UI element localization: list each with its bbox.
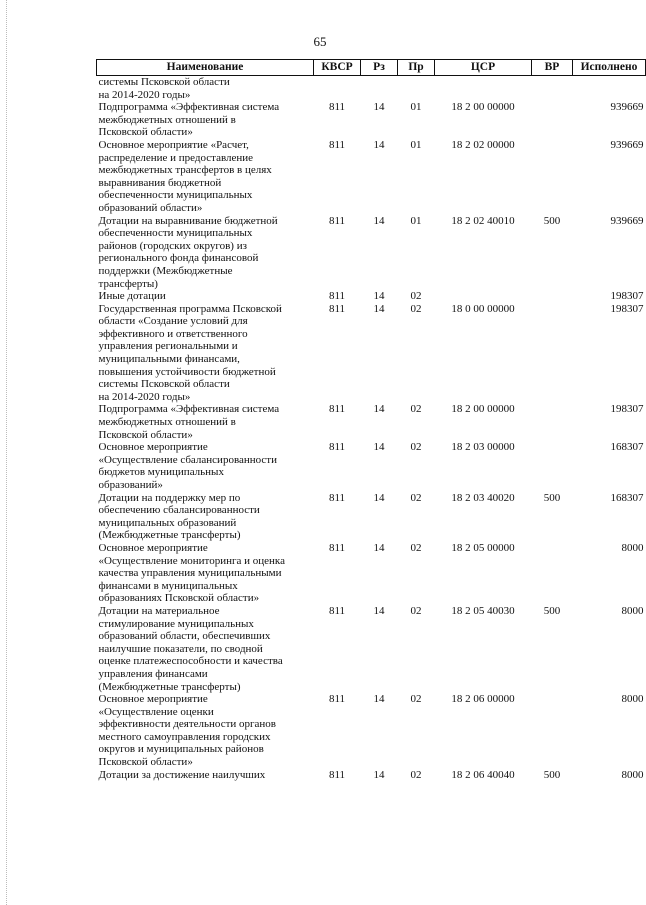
cell-name: Дотации на выравнивание бюджетной обеспеченности муниципальных районов (городских округов) из регионального фонда финансовой поддержки (Межбюджетные трансферты) (98, 214, 278, 290)
header-rz: Рз (361, 60, 398, 76)
table-row (97, 76, 646, 102)
cell-ispolneno: 198307 (610, 302, 644, 315)
table-row (97, 215, 646, 291)
cell-ispolneno: 939669 (610, 214, 644, 227)
cell-csr: 18 2 00 00000 (451, 101, 515, 114)
cell-rz: 14 (373, 604, 385, 617)
cell-vr: 500 (543, 604, 561, 617)
cell-pr: 02 (410, 441, 422, 454)
cell-csr: 18 0 00 00000 (451, 302, 515, 315)
cell-name: Иные дотации (98, 290, 166, 303)
cell-vr (532, 290, 573, 303)
cell-name: Основное мероприятие «Расчет, распределение и предоставление межбюджетных трансфертов в целях выравнивания бюджетной обеспеченности муниципальных образований области» (98, 138, 272, 214)
cell-kvsr: 811 (328, 604, 346, 617)
cell-rz: 14 (373, 101, 385, 114)
cell-pr (398, 76, 435, 102)
cell-kvsr: 811 (328, 693, 346, 706)
cell-csr: 18 2 06 40040 (451, 768, 515, 781)
cell-kvsr: 811 (328, 138, 346, 151)
cell-rz: 14 (373, 441, 385, 454)
cell-vr (532, 542, 573, 605)
cell-name: Основное мероприятие «Осуществление мониторинга и оценка качества управления муниципальными финансами в муниципальных образованиях Псковской области» (98, 541, 285, 605)
table-row (97, 542, 646, 605)
cell-name: Подпрограмма «Эффективная система межбюджетных отношений в Псковской области» (98, 101, 280, 139)
budget-table (96, 59, 646, 781)
cell-ispolneno (573, 76, 646, 102)
cell-vr (532, 303, 573, 404)
cell-vr: 500 (543, 214, 561, 227)
cell-csr: 18 2 06 00000 (451, 693, 515, 706)
cell-vr (532, 403, 573, 441)
cell-rz: 14 (373, 214, 385, 227)
cell-pr: 02 (410, 541, 422, 554)
cell-ispolneno: 939669 (610, 138, 644, 151)
cell-kvsr: 811 (328, 768, 346, 781)
cell-rz: 14 (373, 403, 385, 416)
header-name: Наименование (97, 60, 314, 76)
cell-kvsr: 811 (328, 214, 346, 227)
cell-name: Дотации за достижение наилучших (98, 768, 266, 781)
table-header-row (97, 60, 646, 76)
header-csr: ЦСР (435, 60, 532, 76)
table-row (97, 492, 646, 542)
table-row (97, 303, 646, 404)
cell-csr: 18 2 03 00000 (451, 441, 515, 454)
cell-ispolneno: 8000 (621, 693, 644, 706)
cell-csr (435, 76, 532, 102)
table-row (97, 403, 646, 441)
cell-pr: 02 (410, 491, 422, 504)
cell-name: Государственная программа Псковской области «Создание условий для эффективного и ответственного управления региональными и муниципальными финансами, повышения устойчивости бюджетной системы Псковской области на 2014-2020 годы» (98, 302, 282, 403)
cell-csr: 18 2 03 40020 (451, 491, 515, 504)
cell-pr: 02 (410, 403, 422, 416)
cell-ispolneno: 8000 (621, 541, 644, 554)
cell-csr (435, 290, 532, 303)
cell-kvsr: 811 (328, 541, 346, 554)
cell-kvsr: 811 (328, 441, 346, 454)
cell-name: Дотации на материальное стимулирование муниципальных образований области, обеспечивших наилучшие показатели, по сводной оценке платежеспособности и качества управления финансами (Межбюджетные трансферты) (98, 604, 283, 693)
table-row (97, 290, 646, 303)
cell-rz: 14 (373, 541, 385, 554)
cell-csr: 18 2 02 00000 (451, 138, 515, 151)
cell-csr: 18 2 05 40030 (451, 604, 515, 617)
cell-pr: 02 (410, 768, 422, 781)
cell-vr (532, 441, 573, 491)
table-row (97, 605, 646, 693)
cell-vr (532, 693, 573, 769)
cell-rz: 14 (373, 491, 385, 504)
table-row (97, 441, 646, 491)
cell-rz (361, 76, 398, 102)
cell-kvsr (314, 76, 361, 102)
cell-ispolneno: 8000 (621, 604, 644, 617)
cell-name: Подпрограмма «Эффективная система межбюджетных отношений в Псковской области» (98, 403, 280, 441)
cell-rz: 14 (373, 290, 385, 303)
cell-pr: 02 (410, 604, 422, 617)
cell-ispolneno: 8000 (621, 768, 644, 781)
header-kvsr: КВСР (314, 60, 361, 76)
cell-kvsr: 811 (328, 403, 346, 416)
cell-name: Основное мероприятие «Осуществление оценки эффективности деятельности органов местного самоуправления городских округов и муниципальных районов Псковской области» (98, 693, 276, 769)
header-ispolneno: Исполнено (573, 60, 646, 76)
cell-ispolneno: 198307 (610, 290, 644, 303)
cell-name: Дотации на поддержку мер по обеспечению сбалансированности муниципальных образований (Межбюджетные трансферты) (98, 491, 260, 542)
cell-rz: 14 (373, 768, 385, 781)
cell-pr: 02 (410, 290, 422, 303)
cell-ispolneno: 168307 (610, 491, 644, 504)
cell-rz: 14 (373, 693, 385, 706)
cell-pr: 01 (410, 101, 422, 114)
cell-pr: 01 (410, 138, 422, 151)
table-row (97, 693, 646, 769)
cell-vr (532, 101, 573, 139)
cell-kvsr: 811 (328, 302, 346, 315)
cell-rz: 14 (373, 302, 385, 315)
cell-name: системы Псковской области на 2014-2020 годы» (98, 76, 230, 101)
cell-pr: 01 (410, 214, 422, 227)
header-vr: ВР (532, 60, 573, 76)
cell-rz: 14 (373, 138, 385, 151)
cell-ispolneno: 168307 (610, 441, 644, 454)
cell-vr (532, 76, 573, 102)
cell-kvsr: 811 (328, 101, 346, 114)
cell-pr: 02 (410, 693, 422, 706)
table-body (97, 76, 646, 782)
cell-csr: 18 2 00 00000 (451, 403, 515, 416)
table-row (97, 101, 646, 139)
cell-vr: 500 (543, 491, 561, 504)
cell-kvsr: 811 (328, 491, 346, 504)
table-row (97, 769, 646, 782)
cell-csr: 18 2 05 00000 (451, 541, 515, 554)
header-pr: Пр (398, 60, 435, 76)
cell-ispolneno: 198307 (610, 403, 644, 416)
cell-csr: 18 2 02 40010 (451, 214, 515, 227)
table-row (97, 139, 646, 215)
cell-ispolneno: 939669 (610, 101, 644, 114)
page-number: 65 (313, 34, 327, 49)
cell-vr: 500 (543, 768, 561, 781)
page-edge (6, 0, 8, 905)
cell-kvsr: 811 (328, 290, 346, 303)
cell-vr (532, 139, 573, 215)
cell-pr: 02 (410, 302, 422, 315)
cell-name: Основное мероприятие «Осуществление сбалансированности бюджетов муниципальных образований» (98, 441, 277, 491)
